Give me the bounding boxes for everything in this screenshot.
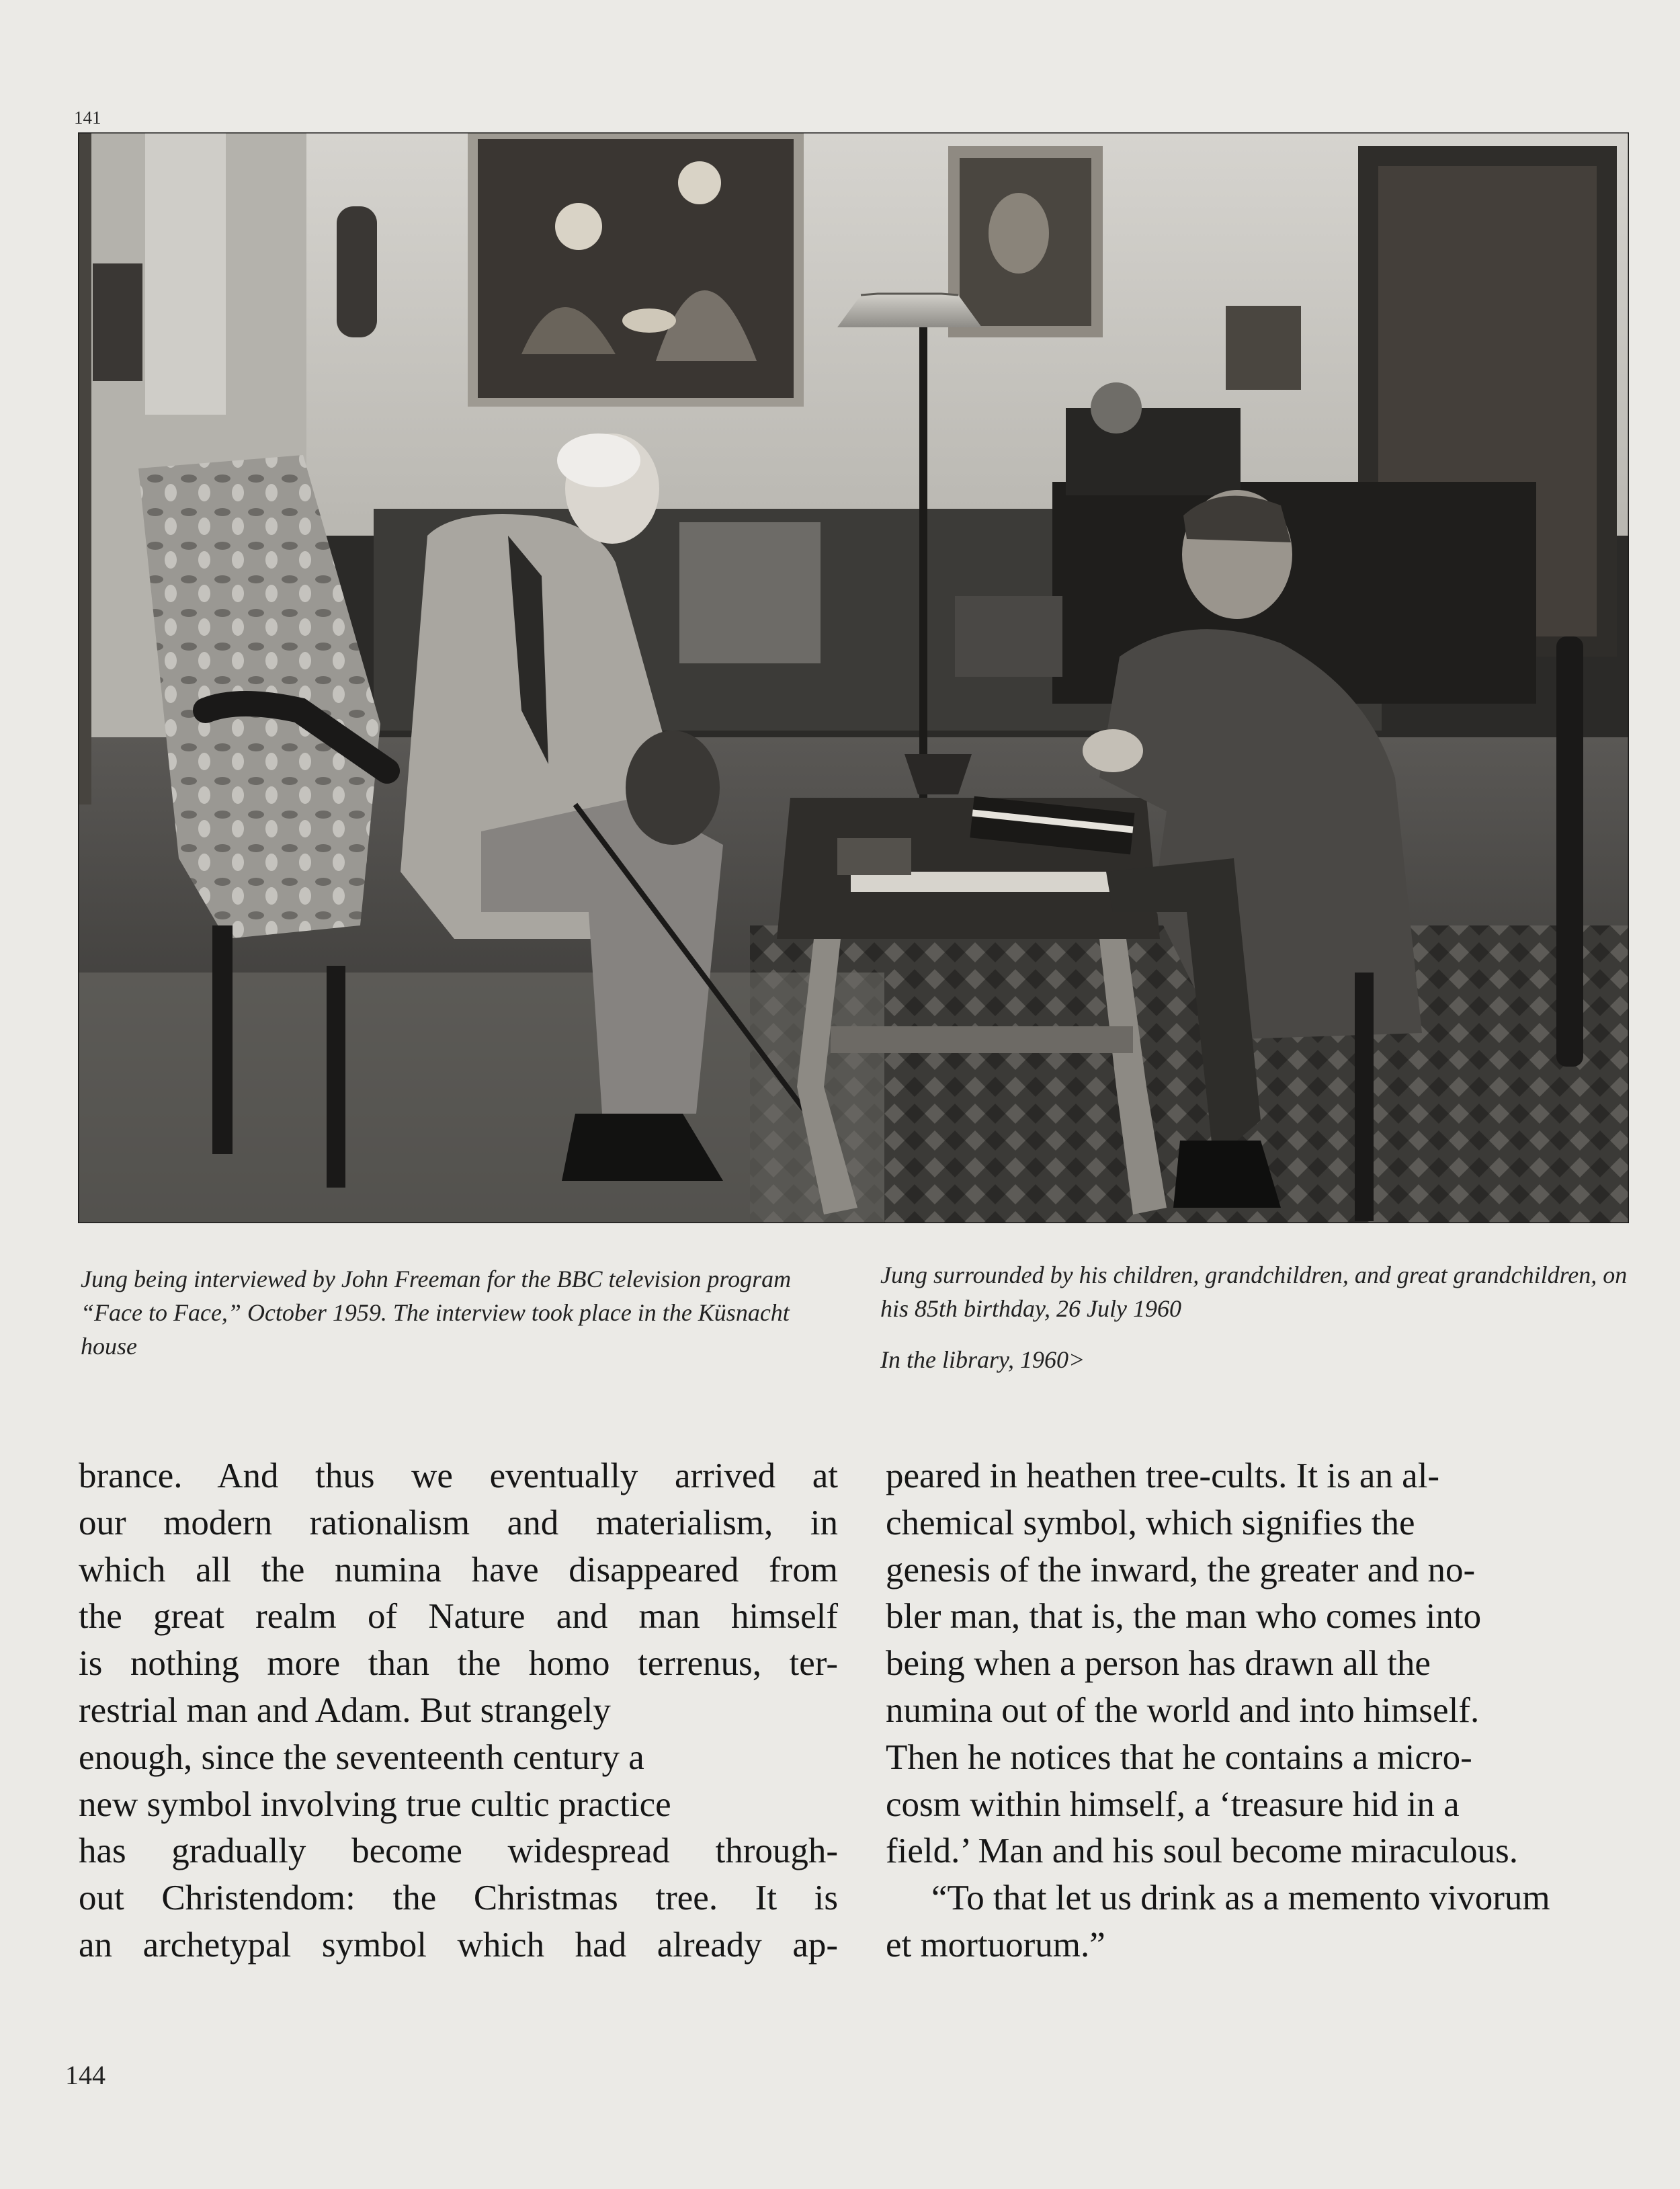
photograph-jung-interview (78, 132, 1629, 1223)
text-line: cosm within himself, a ‘treasure hid in a (886, 1784, 1460, 1824)
text-line: our modern rationalism and materialism, in (79, 1503, 838, 1542)
text-line: being when a person has drawn all the (886, 1644, 1431, 1684)
text-line: peared in heathen tree-cults. It is an al- (886, 1456, 1440, 1495)
text-line: Then he notices that he contains a micro- (886, 1737, 1472, 1777)
text-line: numina out of the world and into himself. (886, 1690, 1480, 1730)
caption-library: In the library, 1960> (880, 1346, 1085, 1373)
text-line: field.’ Man and his soul become miraculous. (886, 1831, 1519, 1871)
text-line: out Christendom: the Christmas tree. It is (79, 1878, 838, 1918)
text-line: et mortuorum.” (886, 1925, 1105, 1965)
text-line: genesis of the inward, the greater and no- (886, 1550, 1476, 1589)
text-line: bler man, that is, the man who comes into (886, 1597, 1482, 1637)
page-number: 144 (65, 2060, 106, 2090)
text-line: an archetypal symbol which had already ap- (79, 1925, 838, 1965)
text-line: which all the numina have disappeared from (79, 1550, 838, 1589)
captions-right (880, 1258, 1633, 1376)
body-text-right-column (886, 1453, 1645, 1969)
caption-birthday: Jung surrounded by his children, grandchildren, and great grandchildren, on his 85th birthday, 26 July 1960 (880, 1262, 1628, 1322)
text-line: brance. And thus we eventually arrived at (79, 1456, 838, 1495)
caption-interview: Jung being interviewed by John Freeman for the BBC television program “Face to Face,” October 1959. The interview took place in the Küsnacht house (81, 1266, 792, 1360)
text-line: has gradually become widespread through- (79, 1831, 838, 1871)
text-line: restrial man and Adam. But strangely (79, 1690, 611, 1730)
body-text-left-column (79, 1453, 838, 1969)
text-line: the great realm of Nature and man himself (79, 1597, 838, 1637)
text-line: new symbol involving true cultic practice (79, 1784, 671, 1824)
text-line: chemical symbol, which signifies the (886, 1503, 1415, 1542)
text-line: enough, since the seventeenth century a (79, 1737, 644, 1777)
plate-number: 141 (74, 108, 101, 128)
text-line: “To that let us drink as a memento vivorum (931, 1878, 1550, 1918)
text-line: is nothing more than the homo terrenus, ter- (79, 1644, 838, 1684)
